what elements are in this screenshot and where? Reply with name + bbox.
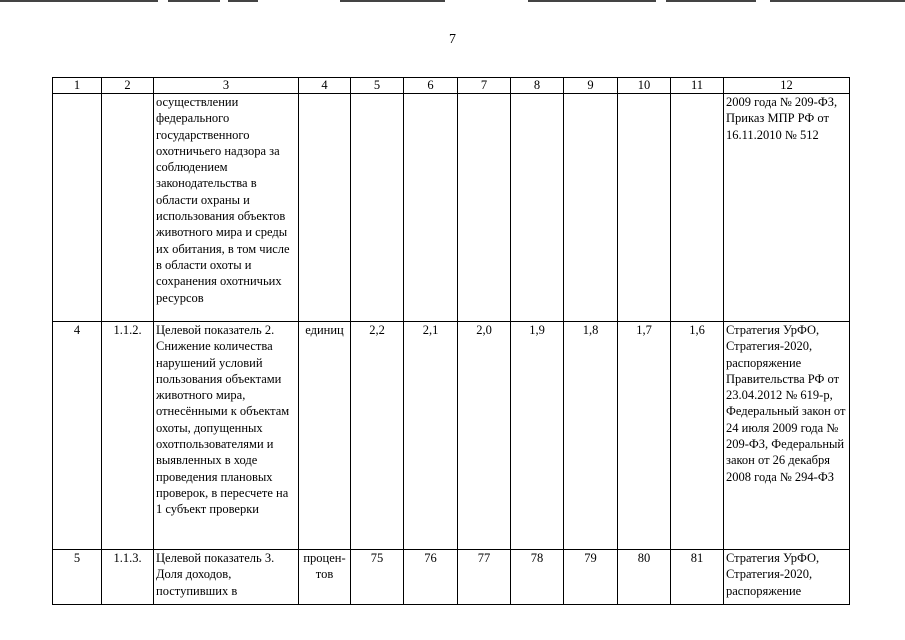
indicator-name-cell: Целевой показатель 2. Снижение количества нарушений условий пользования объектами животного мира, отнесёнными к объектам охоты, допущенных охотпользователями и выявленных в ходе проведения плановых проверок, в пересчете на 1 субъект проверки: [154, 322, 299, 550]
value-cell: [618, 94, 671, 322]
value-cell: 1,9: [511, 322, 564, 550]
header-cell: 1: [53, 78, 102, 94]
header-cell: 6: [404, 78, 458, 94]
table-row: [53, 322, 850, 550]
indicator-name-cell: осуществлении федерального государственного охотничьего надзора за соблюдением законодательства в области охраны и использования объектов животного мира и среды их обитания, в том числе в области охоты и сохранения охотничьих ресурсов: [154, 94, 299, 322]
value-cell: 77: [458, 550, 511, 605]
unit-cell: единиц: [299, 322, 351, 550]
row-number-cell: [53, 94, 102, 322]
top-rule: [0, 0, 158, 2]
source-cell: Стратегия УрФО, Стратегия-2020, распоряжение Правительства РФ от 23.04.2012 № 619-р, Федеральный закон от 24 июля 2009 года № 209-ФЗ, Федеральный закон от 26 декабря 2008 года № 294-ФЗ: [724, 322, 850, 550]
header-cell: 2: [102, 78, 154, 94]
value-cell: 81: [671, 550, 724, 605]
unit-cell: [299, 550, 351, 605]
table-row: [53, 550, 850, 605]
unit-text: процен-тов: [303, 551, 346, 582]
value-cell: 80: [618, 550, 671, 605]
value-cell: 2,0: [458, 322, 511, 550]
top-rule: [666, 0, 756, 2]
code-cell: 1.1.2.: [102, 322, 154, 550]
code-cell: 1.1.3.: [102, 550, 154, 605]
table-row: [53, 94, 850, 322]
header-cell: 7: [458, 78, 511, 94]
value-cell: [351, 94, 404, 322]
top-rule: [340, 0, 445, 2]
header-cell: 10: [618, 78, 671, 94]
header-cell: 5: [351, 78, 404, 94]
row-number-cell: 5: [53, 550, 102, 605]
top-rule: [168, 0, 220, 2]
header-cell: 12: [724, 78, 850, 94]
code-cell: [102, 94, 154, 322]
top-rule: [528, 0, 656, 2]
value-cell: [458, 94, 511, 322]
header-cell: 9: [564, 78, 618, 94]
value-cell: [404, 94, 458, 322]
value-cell: 79: [564, 550, 618, 605]
value-cell: [564, 94, 618, 322]
indicator-name-text: Целевой показатель 3. Доля доходов, поступивших в: [156, 551, 275, 598]
header-cell: 4: [299, 78, 351, 94]
value-cell: 75: [351, 550, 404, 605]
value-cell: [671, 94, 724, 322]
value-cell: 1,6: [671, 322, 724, 550]
value-cell: 1,7: [618, 322, 671, 550]
value-cell: 78: [511, 550, 564, 605]
header-cell: 11: [671, 78, 724, 94]
header-cell: 3: [154, 78, 299, 94]
source-cell: 2009 года № 209-ФЗ, Приказ МПР РФ от 16.11.2010 № 512: [724, 94, 850, 322]
source-cell: [724, 550, 850, 605]
header-cell: 8: [511, 78, 564, 94]
value-cell: [511, 94, 564, 322]
indicators-table: [52, 77, 850, 605]
value-cell: 76: [404, 550, 458, 605]
top-rule: [770, 0, 905, 2]
indicator-name-cell: [154, 550, 299, 605]
top-rule: [228, 0, 258, 2]
value-cell: 1,8: [564, 322, 618, 550]
value-cell: 2,2: [351, 322, 404, 550]
value-cell: 2,1: [404, 322, 458, 550]
page-number: 7: [449, 32, 456, 47]
column-number-row: [53, 78, 850, 94]
unit-cell: [299, 94, 351, 322]
source-text: Стратегия УрФО, Стратегия-2020, распоряжение: [726, 551, 820, 598]
row-number-cell: 4: [53, 322, 102, 550]
